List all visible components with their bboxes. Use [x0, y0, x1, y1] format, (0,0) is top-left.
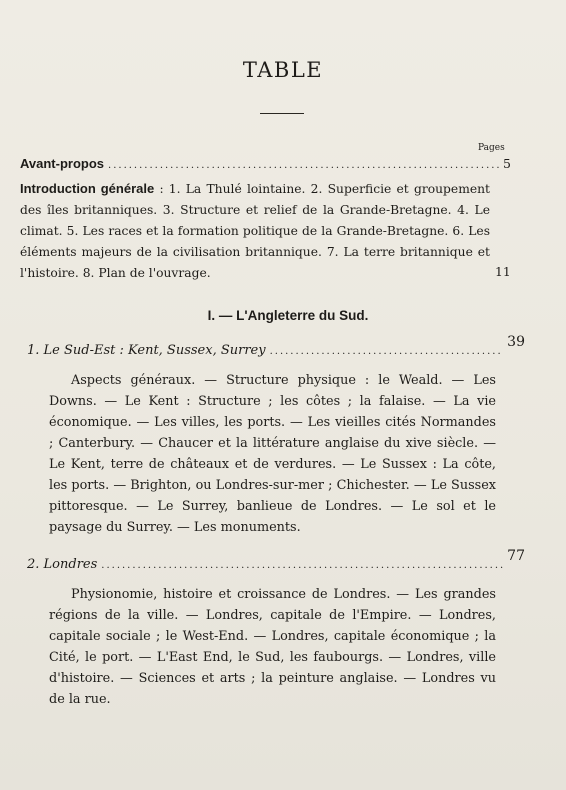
title-divider	[260, 113, 304, 114]
introduction-description: : 1. La Thulé lointaine. 2. Superficie et groupement des îles britanniques. 3. Structure et relief de la Grande-Bretagne. 4. Le climat. 5. Les races et la formation politique de la Grande-Bretagne. 6. Les éléments majeurs de la civilisation britannique. 7. La terre britannique et l'histoire. 8. Plan de l'ouvrage.	[20, 182, 490, 280]
chapter-1-page: 39	[507, 334, 525, 350]
dot-leader	[108, 155, 499, 176]
chapter-2-title: 2. Londres	[27, 557, 98, 572]
section-heading: I. — L'Angleterre du Sud.	[207, 308, 369, 323]
toc-entry-introduction[interactable]	[20, 178, 490, 284]
chapter-1-summary-text: Aspects généraux. — Structure physique : le Weald. — Les Downs. — Le Kent : Structure ; les côtes ; la falaise. — La vie économique. — Les villes, les ports. — Les vieilles cités Normandes ; Canterbury. — Chaucer et la littérature anglaise du xive siècle. — Le Kent, terre de châteaux et de verdures. — Le Sussex : La côte, les ports. — Brighton, ou Londres-sur-mer ; Chichester. — Le Sussex pittoresque. — Le Surrey, banlieue de Londres. — Le sol et le paysage du Surrey. — Les monuments.	[49, 373, 496, 535]
toc-entry-chapter-1[interactable]	[27, 334, 525, 358]
chapter-1-title: 1. Le Sud-Est : Kent, Sussex, Surrey	[27, 343, 266, 358]
page-title: TABLE	[242, 58, 324, 82]
dot-leader	[270, 346, 504, 357]
toc-entry-avant-propos[interactable]	[20, 153, 511, 176]
chapter-2-page: 77	[507, 548, 525, 564]
chapter-1-summary	[49, 370, 496, 538]
chapter-2-summary-text: Physionomie, histoire et croissance de Londres. — Les grandes régions de la ville. — Londres, capitale de l'Empire. — Londres, capitale sociale ; le West-End. — Londres, capitale économique ; la Cité, le port. — L'East End, le Sud, les faubourgs. — Londres, ville d'histoire. — Sciences et arts ; la peinture anglaise. — Londres vu de la rue.	[49, 587, 496, 707]
avant-propos-label: Avant-propos	[20, 156, 105, 171]
introduction-label: Introduction générale	[20, 181, 155, 196]
avant-propos-page: 5	[503, 156, 511, 171]
pages-column-label: Pages	[478, 143, 505, 153]
toc-entry-chapter-2[interactable]	[27, 548, 525, 572]
dot-leader	[101, 560, 503, 571]
chapter-2-summary	[49, 584, 496, 710]
introduction-page: 11	[495, 265, 511, 279]
introduction-text	[20, 178, 490, 284]
